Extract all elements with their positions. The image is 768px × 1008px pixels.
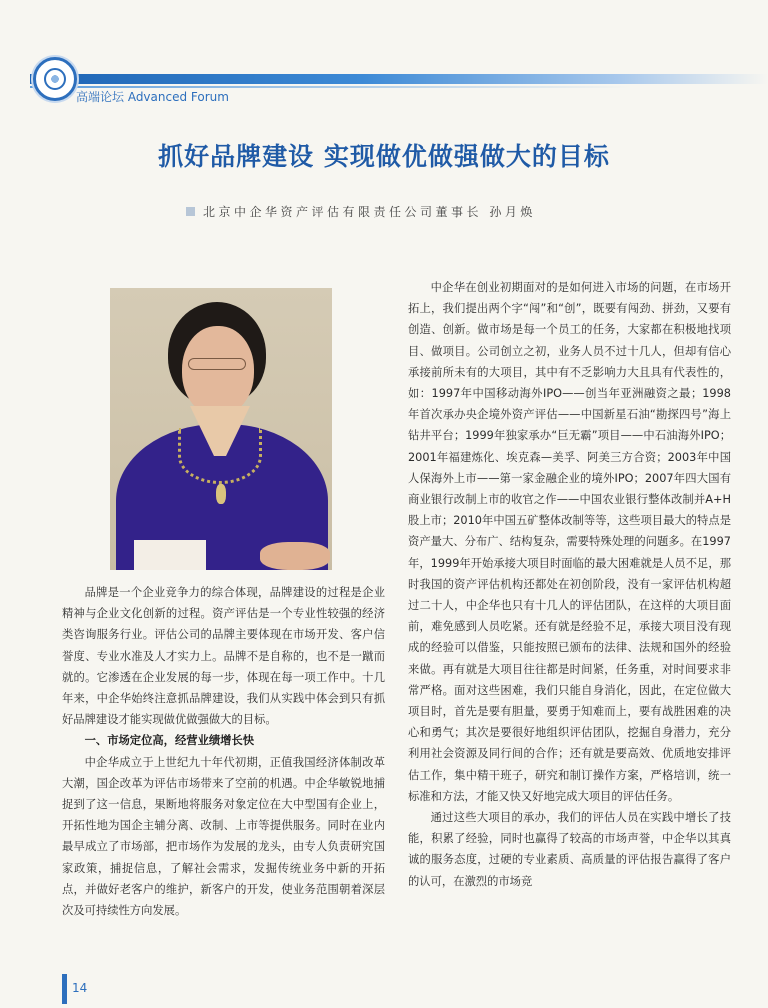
body-paragraph: 中企华成立于上世纪九十年代初期，正值我国经济体制改革大潮，国企改革为评估市场带来了空前的机遇。中企华敏锐地捕捉到了这一信息，果断地将服务对象定位在大中型国有企业上，开拓性地为国企主辅分离、改制、上市等提供服务。同时在业内最早成立了市场部，把市场作为发展的龙头，由专人负责研究国家政策，捕捉信息，了解社会需求，发掘传统业务中新的开拓点，并做好老客户的维护，新客户的开发，使业务范围朝着深层次及可持续性方向发展。 <box>62 755 385 918</box>
photo-hand <box>260 542 330 570</box>
photo-necklace <box>178 428 262 484</box>
photo-face <box>182 326 254 416</box>
left-column <box>62 582 385 921</box>
photo-glasses <box>188 358 246 370</box>
footer-bar <box>62 974 67 1004</box>
right-column <box>408 277 731 892</box>
byline <box>186 203 536 220</box>
byline-text: 北京中企华资产评估有限责任公司董事长 孙月焕 <box>203 205 536 219</box>
section-label: 高端论坛 Advanced Forum <box>76 90 229 104</box>
association-emblem-icon <box>33 57 77 101</box>
article-title: 抓好品牌建设 实现做优做强做大的目标 <box>158 142 610 171</box>
header-bar <box>30 74 768 84</box>
emblem-center-icon <box>44 68 66 90</box>
photo-nameplate <box>134 540 206 570</box>
section-heading: 一、市场定位高，经营业绩增长快 <box>84 734 255 748</box>
author-photo <box>110 288 332 570</box>
photo-pendant <box>216 484 226 504</box>
body-paragraph: 品牌是一个企业竞争力的综合体现，品牌建设的过程是企业精神与企业文化创新的过程。资产评估是一个专业性较强的经济类咨询服务行业。评估公司的品牌主要体现在市场开发、客户信誉度、专业水准及人才实力上。品牌不是自称的，也不是一蹴而就的。它渗透在企业发展的每一步，体现在每一项工作中。十几年来，中企华始终注意抓品牌建设，我们从实践中体会到只有抓好品牌建设才能实现做优做强做大的目标。 <box>62 586 385 727</box>
page-number: 14 <box>72 981 88 995</box>
body-paragraph: 通过这些大项目的承办，我们的评估人员在实践中增长了技能，积累了经验，同时也赢得了较高的市场声誉，中企华以其真诚的服务态度，过硬的专业素质、高质量的评估报告赢得了客户的认可，在激烈的市场竞 <box>408 811 731 888</box>
body-paragraph: 中企华在创业初期面对的是如何进入市场的问题，在市场开拓上，我们提出两个字“闯”和“创”，既要有闯劲、拼劲，又要有创造、创新。做市场是每一个员工的任务，大家都在积极地找项目、做项目。公司创立之初，业务人员不过十几人，但却有信心承接前所未有的大项目，其中有不乏影响力大且具有代表性的，如：1997年中国移动海外IPO——创当年亚洲融资之最；1998年首次承办央企境外资产评估——中国新星石油“勘探四号”海上钻井平台；1999年独家承办“巨无霸”项目——中石油海外IPO；2001年福建炼化、埃克森—美孚、阿美三方合资；2003年中国人保海外上市——第一家金融企业的境外IPO；2007年四大国有商业银行改制上市的收官之作——中国农业银行整体改制并A+H股上市；2010年中国五矿整体改制等等，这些项目最大的特点是资产量大、分布广、结构复杂，需要特殊处理的问题多。在1997年，1999年开始承接大项目时面临的最大困难就是人员不足，那时我国的资产评估机构还都处在初创阶段，没有一家评估机构超过二十人，中企华也只有十几人的评估团队，在这样的大项目面前，难免感到人员吃紧。还有就是经验不足，承接大项目没有现成的经验可以借鉴，只能按照已颁布的法律、法规和国外的经验来做。再有就是大项目往往都是时间紧，任务重，对时间要求非常严格。面对这些困难，我们只能自身消化，因此，在定位做大项目时，首先是要有胆量，要勇于知难而上，要有战胜困难的决心和勇气；其次是要很好地组织评估团队，挖掘自身潜力，充分利用社会资源及同行间的合作；还有就是要高效、优质地安排评估工作，集中精干班子，研究和制订操作方案，严格培训，统一标准和方法，才能又快又好地完成大项目的评估任务。 <box>408 281 731 803</box>
square-bullet-icon <box>186 207 195 216</box>
